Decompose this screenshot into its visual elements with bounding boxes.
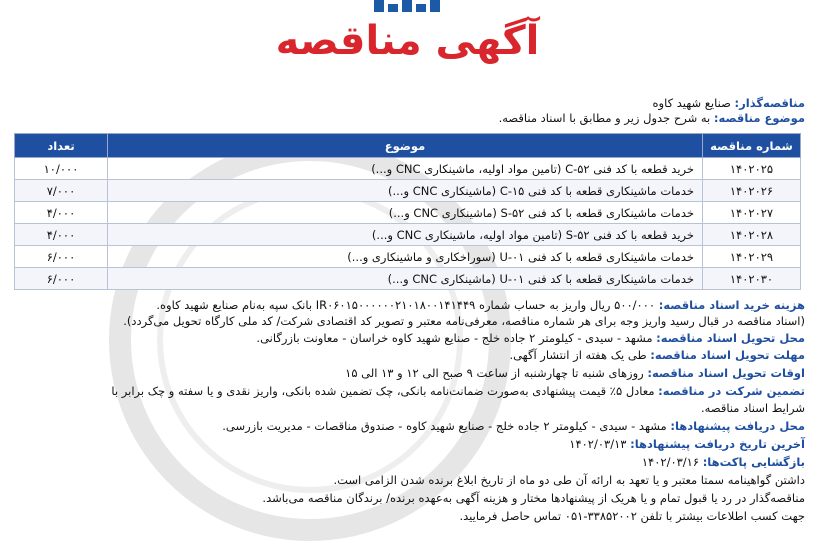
note-3: جهت کسب اطلاعات بیشتر با تلفن ۳۳۸۵۲۰۰۲-۰۵۱ تماس حاصل فرمایید. — [459, 509, 805, 523]
cell-subject: خدمات ماشینکاری قطعه با کد فنی U-۰۱ (ماشینکاری CNC و...) — [108, 268, 703, 290]
cell-number: ۱۴۰۲۰۲۷ — [703, 202, 801, 224]
fee-line: هزینه خرید اسناد مناقصه: ۵۰۰/۰۰۰ ریال واریز به حساب شماره IR۰۶۰۱۵۰۰۰۰۰۰۲۱۰۱۸۰۰۱۴۱۴۴۹ بانک سپه به‌نام صنایع شهید کاوه. — [156, 298, 805, 312]
organizer-line: مناقصه‌گذار: صنایع شهید کاوه — [652, 96, 805, 110]
cell-qty: ۷/۰۰۰ — [15, 180, 108, 202]
cell-number: ۱۴۰۲۰۲۵ — [703, 158, 801, 180]
cell-qty: ۶/۰۰۰ — [15, 246, 108, 268]
tender-table — [14, 133, 801, 290]
receipt-place-line: محل دریافت پیشنهادها: مشهد - سیدی - کیلومتر ۲ جاده خلج - صنایع شهید کاوه - صندوق مناقصات - مدیریت بازرسی. — [222, 419, 805, 433]
cell-qty: ۴/۰۰۰ — [15, 202, 108, 224]
cell-number: ۱۴۰۲۰۲۸ — [703, 224, 801, 246]
cell-number: ۱۴۰۲۰۳۰ — [703, 268, 801, 290]
cell-number: ۱۴۰۲۰۲۹ — [703, 246, 801, 268]
opening-line: بازگشایی پاکت‌ها: ۱۴۰۲/۰۳/۱۶ — [641, 455, 805, 469]
cell-number: ۱۴۰۲۰۲۶ — [703, 180, 801, 202]
table-row — [15, 180, 801, 202]
guarantee-line: تضمین شرکت در مناقصه: معادل ۵٪ قیمت پیشنهادی به‌صورت ضمانت‌نامه بانکی، چک تضمین شده بانکی، واریز نقدی و یا سفته و چک برابر با — [111, 384, 805, 398]
col-header-subject: موضوع — [108, 134, 703, 158]
page-title: آگهی مناقصه — [275, 18, 540, 64]
cell-subject: خدمات ماشینکاری قطعه با کد فنی C-۱۵ (ماشینکاری CNC و...) — [108, 180, 703, 202]
subject-line: موضوع مناقصه: به شرح جدول زیر و مطابق با اسناد مناقصه. — [498, 111, 805, 125]
table-row — [15, 158, 801, 180]
table-row — [15, 246, 801, 268]
cell-subject: خرید قطعه با کد فنی C-۵۲ (تامین مواد اولیه، ماشینکاری CNC و...) — [108, 158, 703, 180]
table-row — [15, 268, 801, 290]
col-header-number: شماره مناقصه — [703, 134, 801, 158]
delivery-deadline-line: مهلت تحویل اسناد مناقصه: طی یک هفته از انتشار آگهی. — [509, 348, 805, 362]
cell-qty: ۱۰/۰۰۰ — [15, 158, 108, 180]
cell-subject: خدمات ماشینکاری قطعه با کد فنی S-۵۲ (ماشینکاری CNC و...) — [108, 202, 703, 224]
table-row — [15, 202, 801, 224]
cell-qty: ۴/۰۰۰ — [15, 224, 108, 246]
table-row — [15, 224, 801, 246]
cell-subject: خرید قطعه با کد فنی S-۵۲ (تامین مواد اولیه، ماشینکاری CNC و...) — [108, 224, 703, 246]
table-header-row — [15, 134, 801, 158]
fee-note: (اسناد مناقصه در قبال رسید واریز وجه برای هر شماره مناقصه، معرفی‌نامه معتبر و تصویر کد اقتصادی شرکت/ کد ملی کارگاه تحویل می‌گردد). — [123, 314, 805, 328]
guarantee-cont: شرایط اسناد مناقصه. — [701, 401, 805, 415]
delivery-hours-line: اوقات تحویل اسناد مناقصه: روزهای شنبه تا چهارشنبه از ساعت ۹ صبح الی ۱۲ و ۱۳ الی ۱۵ — [345, 366, 805, 380]
cell-subject: خدمات ماشینکاری قطعه با کد فنی U-۰۱ (سوراخکاری و ماشینکاری و...) — [108, 246, 703, 268]
note-2: مناقصه‌گذار در رد یا قبول تمام و یا هریک از پیشنهادها مختار و هزینه آگهی به‌عهده برنده/ برندگان مناقصه می‌باشد. — [262, 491, 805, 505]
last-date-line: آخرین تاریخ دریافت پیشنهادها: ۱۴۰۲/۰۳/۱۳ — [569, 437, 805, 451]
note-1: داشتن گواهینامه سمتا معتبر و یا تعهد به ارائه آن طی دو ماه از تاریخ ابلاغ برنده شدن الزامی است. — [333, 473, 805, 487]
col-header-qty: تعداد — [15, 134, 108, 158]
cell-qty: ۶/۰۰۰ — [15, 268, 108, 290]
delivery-place-line: محل تحویل اسناد مناقصه: مشهد - سیدی - کیلومتر ۲ جاده خلج - صنایع شهید کاوه خراسان - معاونت بازرگانی. — [256, 331, 805, 345]
company-logo — [360, 0, 454, 14]
